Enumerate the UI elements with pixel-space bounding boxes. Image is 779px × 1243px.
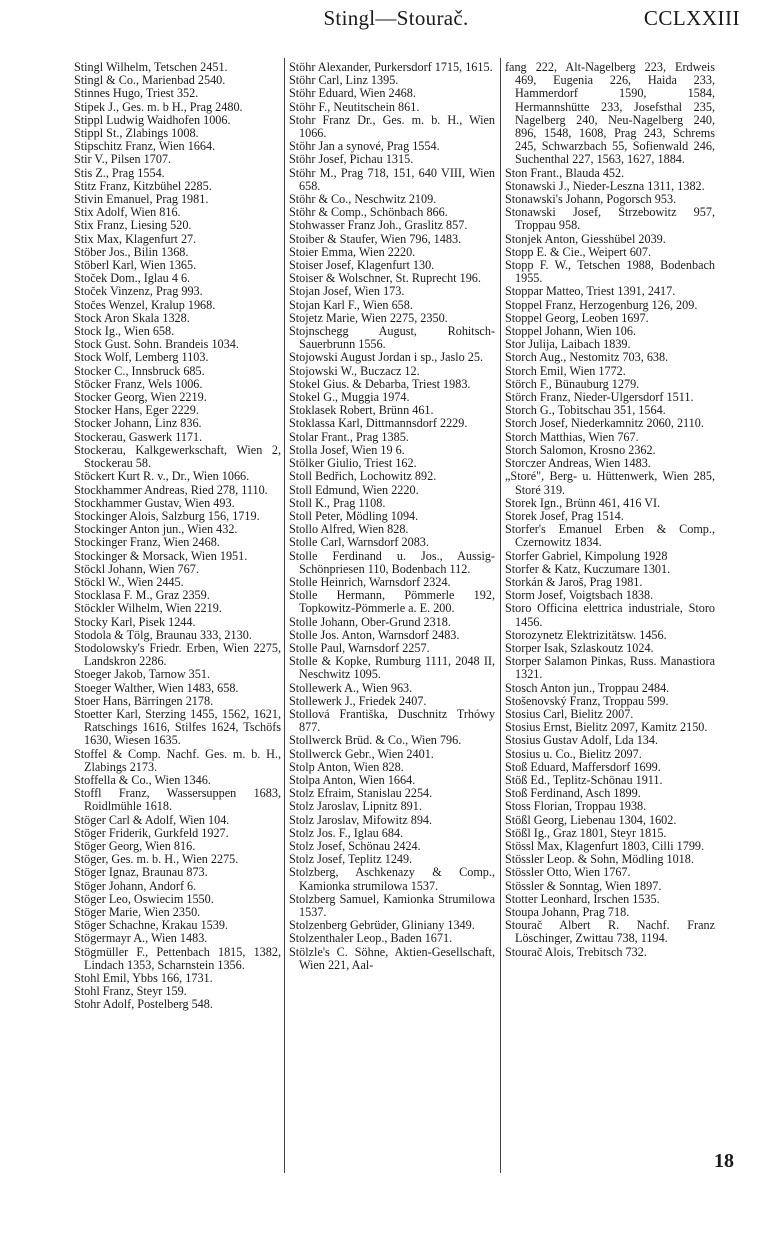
directory-entry: Stolzberg Samuel, Kamionka Strumilowa 1537.: [289, 891, 495, 919]
directory-entry: Storch Matthias, Wien 767.: [505, 429, 639, 444]
directory-entry: Stoier Emma, Wien 2220.: [289, 244, 416, 259]
directory-entry: Stoiser Josef, Klagenfurt 130.: [289, 258, 435, 273]
directory-entry: Stöger Carl & Adolf, Wien 104.: [74, 812, 230, 827]
directory-entry: Stokel Gius. & Debarba, Triest 1983.: [289, 376, 471, 391]
directory-entry: Stopp E. & Cie., Weipert 607.: [505, 244, 652, 259]
folio-number: 18: [714, 1150, 734, 1172]
directory-entry: Stollewerk J., Friedek 2407.: [289, 693, 427, 708]
directory-entry: Stohr Adolf, Postelberg 548.: [74, 997, 213, 1012]
directory-entry: Stis Z., Prag 1554.: [74, 165, 165, 180]
directory-entry: Stoppel Georg, Leoben 1697.: [505, 310, 649, 325]
directory-entry: Stonjek Anton, Giesshübel 2039.: [505, 231, 666, 246]
directory-entry: Stolle Johann, Ober-Grund 2318.: [289, 614, 451, 629]
directory-entry: Stockhammer Andreas, Ried 278, 1110.: [74, 482, 268, 497]
directory-entry: Stipek J., Ges. m. b H., Prag 2480.: [74, 99, 243, 114]
directory-entry: Stodolowsky's Friedr. Erben, Wien 2275, Landskron 2286.: [74, 640, 281, 669]
directory-entry: Stöberl Karl, Wien 1365.: [74, 258, 197, 273]
directory-entry: Stock Aron Skala 1328.: [74, 310, 190, 325]
directory-entry: Stoppel Franz, Herzogenburg 126, 209.: [505, 297, 698, 312]
directory-entry: Stockinger Anton jun., Wien 432.: [74, 522, 238, 537]
directory-entry: Storfer's Emanuel Erben & Comp., Czernowitz 1834.: [505, 522, 715, 550]
directory-entry: Stohl Franz, Steyr 159.: [74, 984, 187, 999]
directory-entry: Stöhr Alexander, Purkersdorf 1715, 1615.: [289, 60, 493, 74]
page-header: [0, 6, 779, 46]
directory-entry: Stolar Frant., Prag 1385.: [289, 429, 409, 444]
directory-entry: Storch Josef, Niederkamnitz 2060, 2110.: [505, 416, 704, 431]
directory-entry: Stössler Otto, Wien 1767.: [505, 865, 631, 880]
directory-entry: Stojan Karl F., Wien 658.: [289, 297, 413, 312]
directory-entry: Stolle Carl, Warnsdorf 2083.: [289, 535, 429, 550]
directory-entry: Stoß Ferdinand, Asch 1899.: [505, 786, 641, 801]
directory-entry: Stögmüller F., Pettenbach 1815, 1382, Lindach 1353, Scharnstein 1356.: [74, 944, 281, 972]
directory-entry: Stollo Alfred, Wien 828.: [289, 522, 409, 537]
column-divider: [500, 58, 501, 1173]
directory-entry: Stingl & Co., Marienbad 2540.: [74, 73, 226, 88]
directory-entry: Stöger Schachne, Krakau 1539.: [74, 918, 228, 933]
directory-entry: Stoeger Walther, Wien 1483, 658.: [74, 680, 239, 695]
directory-entry: Storek Josef, Prag 1514.: [505, 508, 624, 523]
directory-entry: Stockinger Alois, Salzburg 156, 1719.: [74, 508, 260, 523]
directory-entry: „Storé", Berg- u. Hüttenwerk, Wien 285, Storé 319.: [505, 469, 715, 497]
directory-entry: Ston Frant., Blauda 452.: [505, 165, 625, 180]
directory-entry: Stoss Florian, Troppau 1938.: [505, 799, 647, 814]
directory-entry: Stippl Ludwig Waidhofen 1006.: [74, 112, 231, 127]
directory-entry: Stöhr & Co., Neschwitz 2109.: [289, 192, 437, 207]
directory-entry: Stollewerk A., Wien 963.: [289, 680, 413, 695]
directory-entry: Stöger Johann, Andorf 6.: [74, 878, 197, 893]
directory-entry: Stolle Heinrich, Warnsdorf 2324.: [289, 574, 451, 589]
directory-entry: Stoer Hans, Bärringen 2178.: [74, 693, 214, 708]
directory-entry: Stoupa Johann, Prag 718.: [505, 905, 630, 919]
directory-entry: fang 222, Alt-Nagelberg 223, Erdweis 469, Eugenia 226, Haida 233, Hammerdorf 1590, 1584, Hermannshütte 233, Josefsthal 235, Nagelberg 240, Neu-Nagelberg 240, 896, 1548, 1608, Prag 243, Schrems 245, Schwarzbach 55, Sofienwald 246, Suchenthal 227, 1563, 1627, 1884.: [505, 60, 715, 167]
directory-entry: Stolz Josef, Schönau 2424.: [289, 838, 421, 853]
directory-entry: Stočes Wenzel, Kralup 1968.: [74, 297, 216, 312]
directory-entry: Stonawski's Johann, Pogorsch 953.: [505, 192, 677, 207]
directory-entry: Stollová Františka, Duschnitz Trhówy 877.: [289, 706, 495, 735]
directory-entry: Stolz Jos. F., Iglau 684.: [289, 825, 404, 840]
directory-entry: Stourač Alois, Trebitsch 732.: [505, 944, 647, 959]
directory-entry: Stoll Peter, Mödling 1094.: [289, 508, 419, 523]
directory-entry: Stöhr & Comp., Schönbach 866.: [289, 205, 448, 220]
directory-entry: Stonawski J., Nieder-Leszna 1311, 1382.: [505, 178, 705, 193]
directory-entry: Stolz Jaroslav, Mifowitz 894.: [289, 812, 433, 827]
directory-entry: Stockinger & Morsack, Wien 1951.: [74, 548, 248, 563]
directory-entry: Stolzberg, Aschkenazy & Comp., Kamionka strumilowa 1537.: [289, 865, 495, 893]
directory-entry: Störch F., Bünauburg 1279.: [505, 376, 640, 391]
directory-entry: Stoček Vinzenz, Prag 993.: [74, 284, 203, 299]
directory-entry: Stöcker Franz, Wels 1006.: [74, 376, 203, 391]
running-head: Stingl—Stourač.: [323, 6, 469, 30]
directory-entry: Stojan Josef, Wien 173.: [289, 284, 405, 299]
directory-entry: Stockinger Franz, Wien 2468.: [74, 535, 220, 550]
directory-entry: Stoetter Karl, Sterzing 1455, 1562, 1621, Ratschings 1616, Stilfes 1624, Tschöfs 1630, Wiesen 1635.: [74, 706, 281, 748]
directory-entry: Stoiser & Wolschner, St. Ruprecht 196.: [289, 271, 481, 286]
directory-entry: Stolle & Kopke, Rumburg 1111, 2048 II, Neschwitz 1095.: [289, 654, 495, 682]
directory-entry: Stolle Ferdinand u. Jos., Aussig-Schönpriesen 110, Bodenbach 112.: [289, 548, 495, 576]
directory-entry: Stolz Josef, Teplitz 1249.: [289, 852, 413, 867]
directory-entry: Storfer Gabriel, Kimpolung 1928: [505, 548, 668, 563]
directory-entry: Stivin Emanuel, Prag 1981.: [74, 192, 209, 207]
directory-entry: Storm Josef, Voigtsbach 1838.: [505, 588, 654, 603]
directory-entry: Stoeger Jakob, Tarnow 351.: [74, 667, 211, 682]
directory-entry: Stocker Georg, Wien 2219.: [74, 390, 207, 405]
column-3: [505, 61, 715, 959]
directory-entry: Stöger Ignaz, Braunau 873.: [74, 865, 208, 880]
directory-entry: Stoll K., Prag 1108.: [289, 495, 386, 510]
directory-entry: Stošenovský Franz, Troppau 599.: [505, 693, 669, 708]
directory-entry: Stocker C., Innsbruck 685.: [74, 363, 205, 378]
directory-entry: Storek Ign., Brünn 461, 416 VI.: [505, 495, 661, 510]
directory-entry: Storczer Andreas, Wien 1483.: [505, 456, 651, 471]
directory-entry: Stopp F. W., Tetschen 1988, Bodenbach 1955.: [505, 258, 715, 286]
column-divider: [284, 58, 285, 1173]
directory-entry: Stipschitz Franz, Wien 1664.: [74, 139, 216, 154]
directory-entry: Stohwasser Franz Joh., Graslitz 857.: [289, 218, 468, 233]
directory-entry: Stöhr Eduard, Wien 2468.: [289, 86, 416, 101]
directory-entry: Stocker Hans, Eger 2229.: [74, 403, 199, 418]
directory-entry: Stoklassa Karl, Dittmannsdorf 2229.: [289, 416, 468, 431]
directory-entry: Stinnes Hugo, Triest 352.: [74, 86, 199, 101]
directory-entry: Storper Isak, Szlaskoutz 1024.: [505, 640, 654, 655]
directory-entry: Storch Salomon, Krosno 2362.: [505, 442, 656, 457]
directory-entry: Stix Franz, Liesing 520.: [74, 218, 192, 233]
directory-entry: Stössler Leop. & Sohn, Mödling 1018.: [505, 852, 694, 867]
directory-entry: Stolle Jos. Anton, Warnsdorf 2483.: [289, 627, 460, 642]
directory-entry: Stolzenberg Gebrüder, Gliniany 1349.: [289, 918, 475, 933]
column-1: [74, 61, 281, 1012]
directory-entry: Stojetz Marie, Wien 2275, 2350.: [289, 310, 448, 325]
directory-entry: Störch Franz, Nieder-Ulgersdorf 1511.: [505, 390, 694, 405]
directory-entry: Stoiber & Staufer, Wien 796, 1483.: [289, 231, 462, 246]
directory-entry: Stohr Franz Dr., Ges. m. b. H., Wien 1066.: [289, 112, 495, 141]
directory-entry: Stolla Josef, Wien 19 6.: [289, 442, 405, 457]
directory-entry: Stößl Ig., Graz 1801, Steyr 1815.: [505, 825, 667, 840]
directory-entry: Storo Officina elettrica industriale, Storo 1456.: [505, 601, 715, 629]
directory-entry: Stosius Gustav Adolf, Lda 134.: [505, 733, 659, 748]
directory-entry: Stoll Bedřich, Lochowitz 892.: [289, 469, 437, 484]
directory-entry: Stössl Max, Klagenfurt 1803, Cilli 1799.: [505, 838, 705, 853]
column-2: [289, 61, 495, 972]
directory-entry: Storch Emil, Wien 1772.: [505, 363, 626, 378]
directory-entry: Stolp Anton, Wien 828.: [289, 759, 404, 774]
directory-entry: Stoček Dom., Iglau 4 6.: [74, 271, 191, 286]
directory-entry: Stock Wolf, Lemberg 1103.: [74, 350, 209, 365]
directory-entry: Stöckert Kurt R. v., Dr., Wien 1066.: [74, 469, 250, 484]
directory-entry: Stöger Marie, Wien 2350.: [74, 905, 201, 919]
directory-entry: Stölzle's C. Söhne, Aktien-Gesellschaft, Wien 221, Aal-: [289, 944, 495, 972]
directory-entry: Stollwerck Brüd. & Co., Wien 796.: [289, 733, 462, 748]
directory-entry: Stolz Efraim, Stanislau 2254.: [289, 786, 433, 801]
directory-entry: Stock Ig., Wien 658.: [74, 324, 175, 339]
directory-entry: Stöhr Jan a synové, Prag 1554.: [289, 139, 440, 154]
directory-entry: Stockerau, Gaswerk 1171.: [74, 429, 203, 444]
directory-entry: Stingl Wilhelm, Tetschen 2451.: [74, 60, 228, 74]
directory-entry: Stotter Leonhard, Irschen 1535.: [505, 891, 660, 906]
directory-entry: Stir V., Pilsen 1707.: [74, 152, 172, 167]
directory-entry: Stocky Karl, Pisek 1244.: [74, 614, 196, 629]
directory-entry: Stoll Edmund, Wien 2220.: [289, 482, 419, 497]
directory-entry: Stokel G., Muggia 1974.: [289, 390, 410, 405]
directory-entry: Stosius Ernst, Bielitz 2097, Kamitz 2150.: [505, 720, 708, 735]
directory-entry: Stollwerck Gebr., Wien 2401.: [289, 746, 434, 761]
directory-entry: Stöhr Josef, Pichau 1315.: [289, 152, 414, 167]
directory-entry: Stoffl Franz, Wassersuppen 1683, Roidlmühle 1618.: [74, 786, 281, 814]
directory-entry: Storozynetz Elektrizitätsw. 1456.: [505, 627, 667, 642]
directory-entry: Stockhammer Gustav, Wien 493.: [74, 495, 235, 510]
directory-entry: Stitz Franz, Kitzbühel 2285.: [74, 178, 212, 193]
directory-entry: Stix Max, Klagenfurt 27.: [74, 231, 197, 246]
directory-entry: Stölker Giulio, Triest 162.: [289, 456, 417, 471]
directory-entry: Stippl St., Zlabings 1008.: [74, 126, 199, 141]
directory-entry: Stodola & Tölg, Braunau 333, 2130.: [74, 627, 252, 642]
directory-entry: Storkán & Jaroš, Prag 1981.: [505, 574, 643, 589]
directory-entry: Storch G., Tobitschau 351, 1564.: [505, 403, 666, 418]
directory-entry: Stöger Leo, Oswiecim 1550.: [74, 891, 214, 906]
directory-entry: Stosius u. Co., Bielitz 2097.: [505, 746, 642, 761]
directory-entry: Stoffel & Comp. Nachf. Ges. m. b. H., Zlabings 2173.: [74, 746, 281, 774]
directory-entry: Stössler & Sonntag, Wien 1897.: [505, 878, 662, 893]
directory-entry: Storch Aug., Nestomitz 703, 638.: [505, 350, 669, 365]
directory-entry: Stöckl W., Wien 2445.: [74, 574, 184, 589]
directory-entry: Stojowski W., Buczacz 12.: [289, 363, 420, 378]
directory-entry: Stor Julija, Laibach 1839.: [505, 337, 631, 352]
directory-entry: Stohl Emil, Ybbs 166, 1731.: [74, 971, 213, 986]
directory-entry: Stögermayr A., Wien 1483.: [74, 931, 208, 946]
directory-entry: Stolle Hermann, Pömmerle 192, Topkowitz-Pömmerle a. E. 200.: [289, 588, 495, 616]
directory-entry: Stojnschegg August, Rohitsch-Sauerbrunn 1556.: [289, 324, 495, 352]
directory-entry: Stoß Eduard, Maffersdorf 1699.: [505, 759, 661, 774]
directory-entry: Stöhr M., Prag 718, 151, 640 VIII, Wien 658.: [289, 165, 495, 193]
directory-entry: Storfer & Katz, Kuczumare 1301.: [505, 561, 671, 576]
directory-entry: Stolle Paul, Warnsdorf 2257.: [289, 640, 430, 655]
directory-entry: Stöger Georg, Wien 816.: [74, 838, 196, 853]
directory-entry: Stöhr F., Neutitschein 861.: [289, 99, 420, 114]
directory-entry: Stößl Georg, Liebenau 1304, 1602.: [505, 812, 677, 827]
directory-entry: Stoppar Matteo, Triest 1391, 2417.: [505, 284, 676, 299]
directory-entry: Stoklasek Robert, Brünn 461.: [289, 403, 434, 418]
directory-entry: Stosius Carl, Bielitz 2007.: [505, 706, 634, 721]
directory-entry: Stöckl Johann, Wien 767.: [74, 561, 199, 576]
directory-entry: Storper Salamon Pinkas, Russ. Manastiora 1321.: [505, 654, 715, 682]
directory-entry: Stöger, Ges. m. b. H., Wien 2275.: [74, 852, 239, 867]
directory-entry: Stock Gust. Sohn. Brandeis 1034.: [74, 337, 239, 352]
directory-entry: Stoffella & Co., Wien 1346.: [74, 772, 211, 787]
directory-entry: Stöckler Wilhelm, Wien 2219.: [74, 601, 222, 616]
directory-entry: Stöger Friderik, Gurkfeld 1927.: [74, 825, 229, 840]
directory-entry: Stocklasa F. M., Graz 2359.: [74, 588, 210, 603]
directory-entry: Stourač Albert R. Nachf. Franz Löschinger, Zwittau 738, 1194.: [505, 918, 715, 946]
directory-entry: Stolz Jaroslav, Lipnitz 891.: [289, 799, 422, 814]
directory-entry: Stockerau, Kalkgewerkschaft, Wien 2, Stockerau 58.: [74, 442, 281, 471]
directory-entry: Stöß Ed., Teplitz-Schönau 1911.: [505, 772, 663, 787]
directory-entry: Stix Adolf, Wien 816.: [74, 205, 181, 220]
directory-entry: Stöhr Carl, Linz 1395.: [289, 73, 399, 88]
directory-entry: Stojowski August Jordan i sp., Jaslo 25.: [289, 350, 483, 365]
directory-entry: Stocker Johann, Linz 836.: [74, 416, 202, 431]
directory-entry: Stöber Jos., Bilin 1368.: [74, 244, 189, 259]
directory-entry: Stonawski Josef, Strzebowitz 957, Troppau 958.: [505, 205, 715, 233]
directory-entry: Stolpa Anton, Wien 1664.: [289, 772, 416, 787]
directory-entry: Stoppel Johann, Wien 106.: [505, 324, 636, 339]
page-number-roman: CCLXXIII: [643, 6, 740, 30]
directory-entry: Stolzenthaler Leop., Baden 1671.: [289, 931, 453, 946]
directory-entry: Stosch Anton jun., Troppau 2484.: [505, 680, 670, 695]
